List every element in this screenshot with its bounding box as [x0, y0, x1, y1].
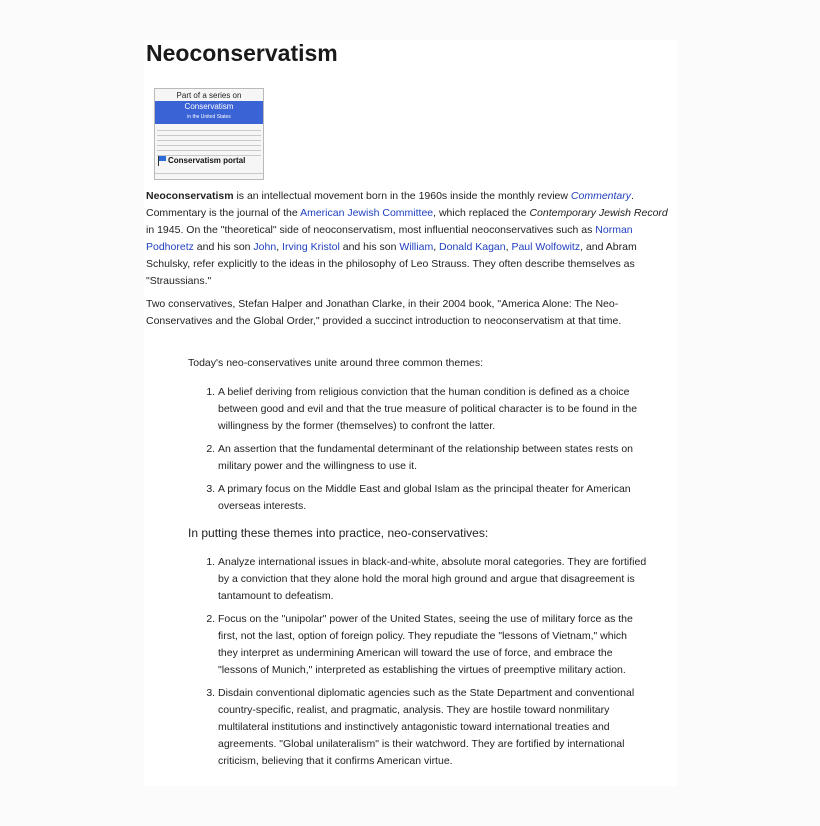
portal-label[interactable]: Conservatism portal — [168, 156, 246, 165]
link-irving-kristol[interactable]: Irving Kristol — [282, 241, 340, 253]
series-infobox — [154, 88, 264, 180]
link-william[interactable]: William — [399, 241, 434, 253]
themes-intro: Today's neo-conservatives unite around three common themes: — [188, 357, 483, 369]
text-span: , which replaced the — [433, 207, 530, 219]
link-norman-podhoretz[interactable]: Norman Podhoretz — [146, 224, 633, 253]
list-item: 3. A primary focus on the Middle East and global Islam as the principal theater for American overseas interests. — [218, 481, 648, 515]
text-span: , and Abram Schulsky, refer explicitly to the ideas in the philosophy of Leo Strauss. They often describe themselves as "Straussians." — [146, 241, 637, 287]
list-item: 2. An assertion that the fundamental determinant of the relationship between states rests on military power and the willingness to use it. — [218, 441, 648, 475]
practices-list — [188, 554, 648, 770]
link-commentary[interactable]: Commentary — [570, 190, 632, 202]
themes-list — [188, 384, 648, 515]
list-item: 2. Focus on the "unipolar" power of the United States, seeing the use of military force as the first, not the last, option of foreign policy. They repudiate the "lessons of Vietnam," which they interpret as undermining American will toward the use of force, and embrace the "lessons of Munich," interpreted as establishing the virtues of preemptive military action. — [218, 611, 648, 679]
text-span: , — [276, 241, 283, 253]
portal-link[interactable] — [158, 156, 245, 165]
intro-paragraph-1 — [146, 188, 676, 290]
text-span: in 1945. On the "theoretical" side of neoconservatism, most influential neoconservatives such as — [146, 224, 596, 236]
link-john[interactable]: John — [253, 241, 277, 253]
series-subtitle: in the United States — [187, 114, 231, 120]
italic-title: Contemporary Jewish Record — [529, 207, 668, 219]
list-item: 1. A belief deriving from religious conviction that the human condition is defined as a choice between good and evil and that the true measure of political character is to be found in the willingness by the former (themselves) to confront the latter. — [218, 384, 648, 435]
series-banner[interactable] — [155, 101, 263, 124]
series-label: Part of a series on — [176, 91, 242, 100]
flag-icon — [158, 156, 167, 165]
practice-intro: In putting these themes into practice, neo-conservatives: — [188, 526, 489, 540]
text-span: , — [505, 241, 512, 253]
text-span: . Commentary is the journal of the — [146, 190, 634, 219]
link-paul-wolfowitz[interactable]: Paul Wolfowitz — [511, 241, 581, 253]
series-list — [157, 126, 261, 156]
list-item: 1. Analyze international issues in black-and-white, absolute moral categories. They are fortified by a conviction that they alone hold the moral high ground and argue that disagreement is tantamount to defeatism. — [218, 554, 648, 605]
text-span: , — [433, 241, 440, 253]
text-span: and his son — [339, 241, 400, 253]
text-span: and his son — [193, 241, 254, 253]
intro-paragraph-2: Two conservatives, Stefan Halper and Jonathan Clarke, in their 2004 book, "America Alone: The Neo-Conservatives and the Global Order," provided a succinct introduction to neoconservatism at that time. — [146, 298, 622, 327]
link-american-jewish-committee[interactable]: American Jewish Committee — [300, 207, 434, 219]
lead-term: Neoconservatism — [146, 190, 234, 202]
text-span: is an intellectual movement born in the 1960s inside the monthly review — [233, 190, 571, 202]
list-item: 3. Disdain conventional diplomatic agencies such as the State Department and conventional country-specific, realist, and pragmatic, analysis. They are hostile toward nonmilitary multilateral institutions and instinctively antagonistic toward international treaties and agreements. "Global unilateralism" is their watchword. They are fortified by international criticism, believing that it confirms American virtue. — [218, 685, 648, 770]
document-page — [144, 40, 677, 786]
link-donald-kagan[interactable]: Donald Kagan — [439, 241, 506, 253]
block-quote — [188, 355, 648, 776]
infobox-divider — [155, 173, 263, 174]
page-title: Neoconservatism — [146, 40, 338, 66]
series-name-link[interactable]: Conservatism — [184, 102, 234, 111]
